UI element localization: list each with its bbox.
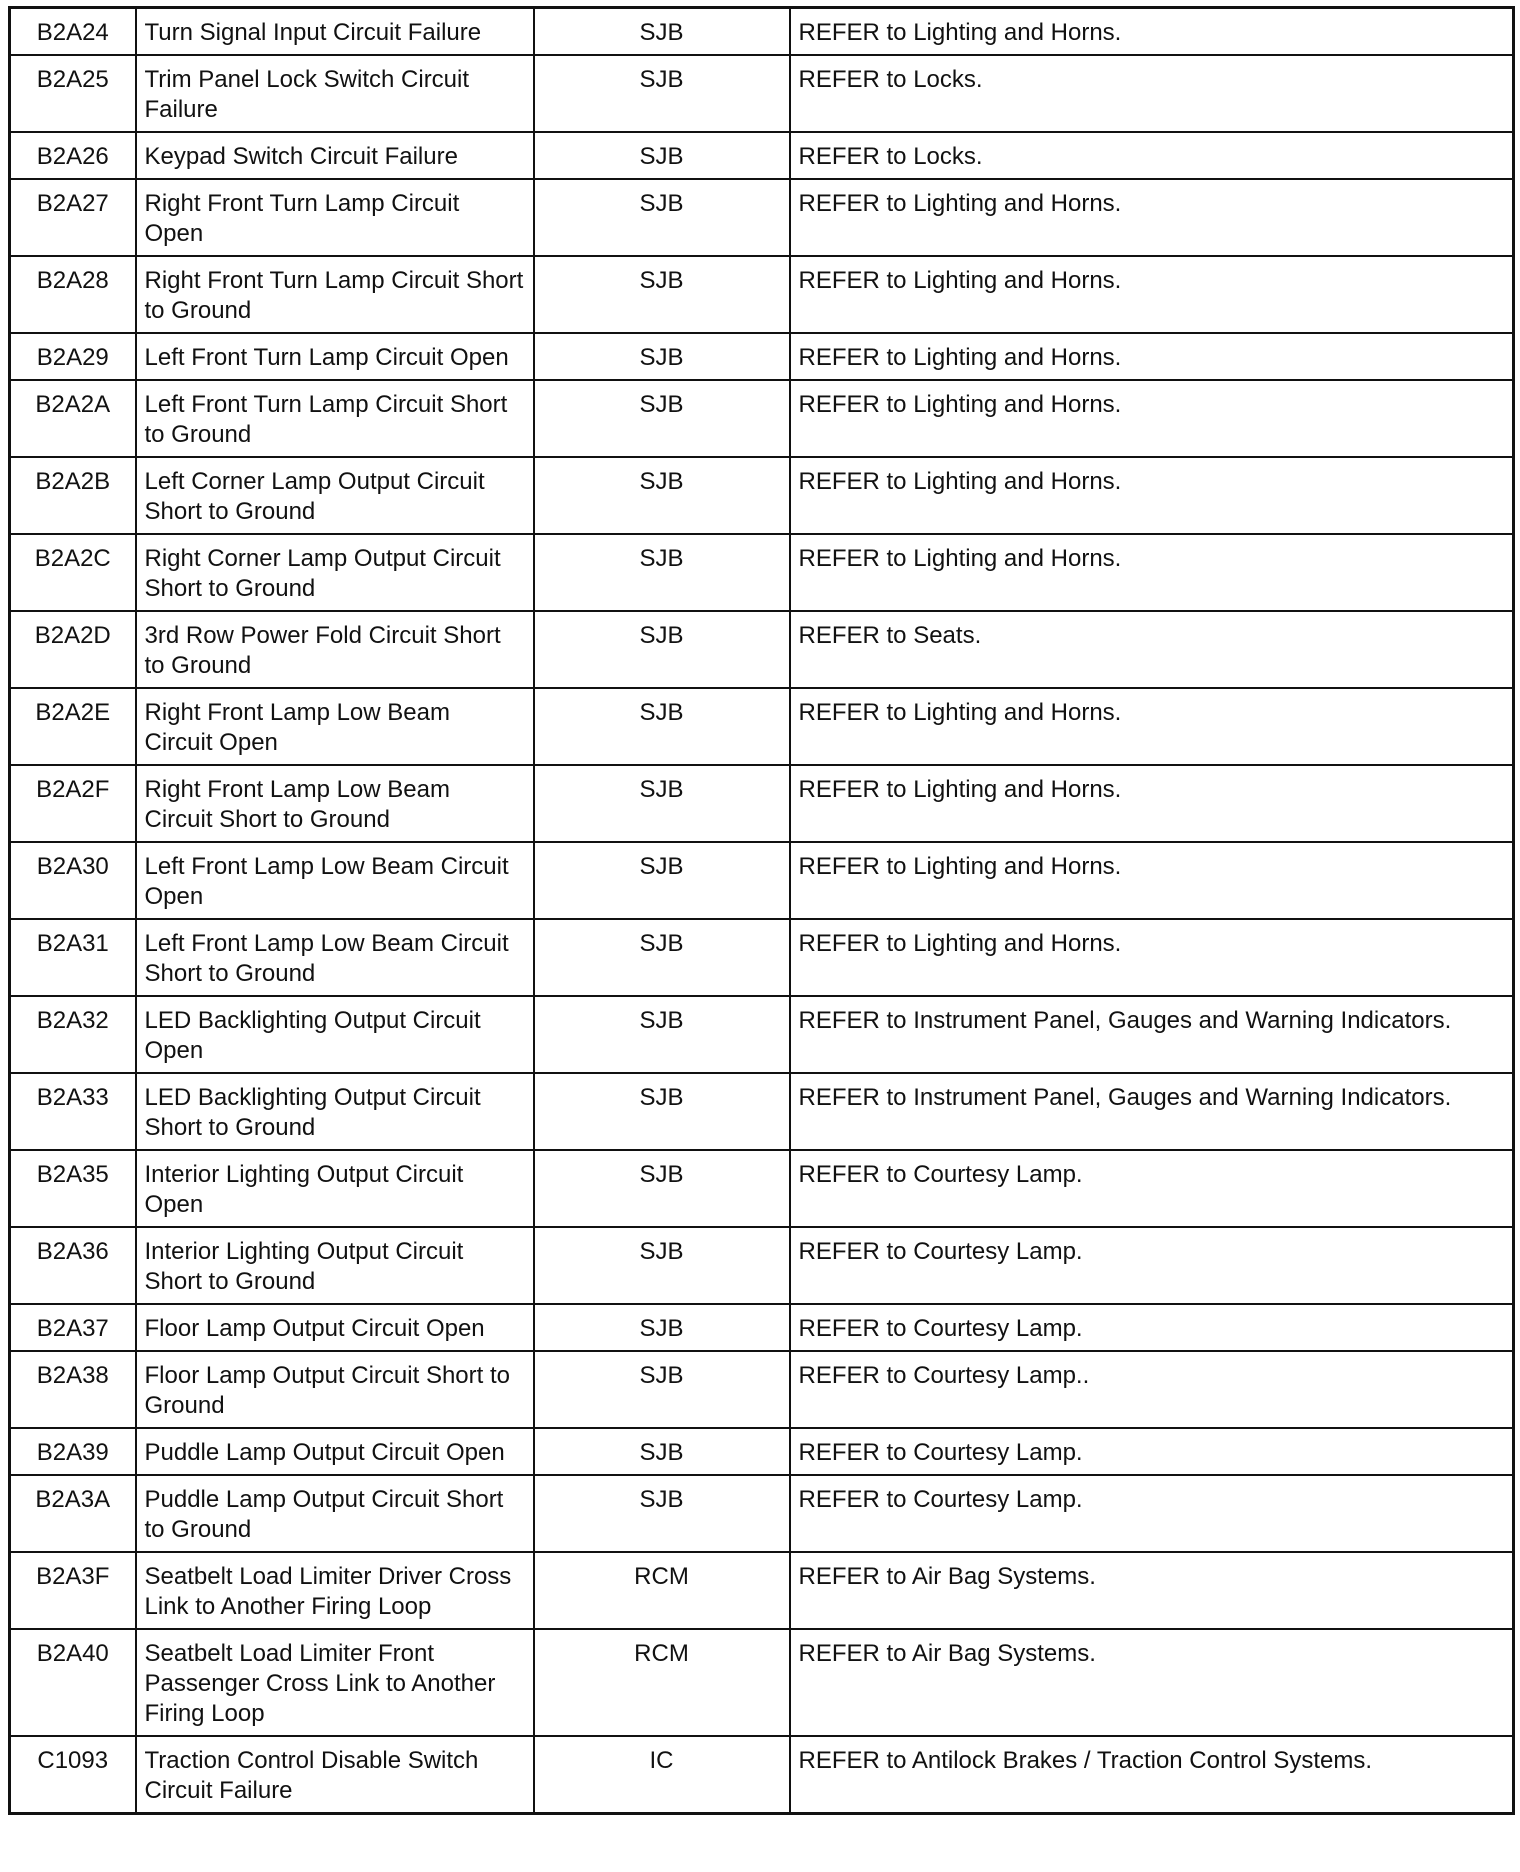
dtc-code-cell: B2A2E [10,688,136,765]
table-row [10,611,1514,688]
table-row [10,996,1514,1073]
dtc-description-cell: Left Front Lamp Low Beam Circuit Short to Ground [136,919,534,996]
dtc-code-cell: B2A37 [10,1304,136,1351]
dtc-module-cell: SJB [534,380,790,457]
dtc-action-cell: REFER to Locks. [790,132,1514,179]
dtc-action-cell: REFER to Air Bag Systems. [790,1629,1514,1736]
dtc-code-cell: B2A2A [10,380,136,457]
dtc-description-cell: Interior Lighting Output Circuit Open [136,1150,534,1227]
dtc-description-cell: Trim Panel Lock Switch Circuit Failure [136,55,534,132]
table-row [10,765,1514,842]
dtc-code-cell: B2A2B [10,457,136,534]
dtc-module-cell: IC [534,1736,790,1814]
dtc-module-cell: SJB [534,333,790,380]
dtc-action-cell: REFER to Courtesy Lamp. [790,1304,1514,1351]
dtc-code-cell: B2A3A [10,1475,136,1552]
table-row [10,1475,1514,1552]
dtc-description-cell: Traction Control Disable Switch Circuit Failure [136,1736,534,1814]
dtc-description-cell: Right Front Turn Lamp Circuit Short to Ground [136,256,534,333]
dtc-code-cell: B2A39 [10,1428,136,1475]
dtc-module-cell: SJB [534,55,790,132]
dtc-description-cell: Floor Lamp Output Circuit Short to Ground [136,1351,534,1428]
dtc-module-cell: SJB [534,457,790,534]
dtc-description-cell: Left Front Turn Lamp Circuit Short to Ground [136,380,534,457]
dtc-code-cell: B2A33 [10,1073,136,1150]
dtc-module-cell: RCM [534,1629,790,1736]
dtc-action-cell: REFER to Courtesy Lamp. [790,1150,1514,1227]
dtc-module-cell: SJB [534,1475,790,1552]
dtc-code-cell: B2A26 [10,132,136,179]
dtc-action-cell: REFER to Courtesy Lamp.. [790,1351,1514,1428]
table-row [10,457,1514,534]
dtc-action-cell: REFER to Lighting and Horns. [790,333,1514,380]
dtc-code-cell: B2A31 [10,919,136,996]
dtc-code-cell: B2A3F [10,1552,136,1629]
dtc-description-cell: Right Corner Lamp Output Circuit Short to Ground [136,534,534,611]
dtc-code-cell: B2A28 [10,256,136,333]
dtc-code-cell: B2A35 [10,1150,136,1227]
dtc-code-cell: B2A30 [10,842,136,919]
dtc-description-cell: Interior Lighting Output Circuit Short to Ground [136,1227,534,1304]
table-row [10,55,1514,132]
dtc-module-cell: SJB [534,1428,790,1475]
dtc-action-cell: REFER to Lighting and Horns. [790,457,1514,534]
dtc-description-cell: Keypad Switch Circuit Failure [136,132,534,179]
dtc-description-cell: Right Front Lamp Low Beam Circuit Short to Ground [136,765,534,842]
dtc-action-cell: REFER to Lighting and Horns. [790,842,1514,919]
dtc-action-cell: REFER to Locks. [790,55,1514,132]
dtc-module-cell: SJB [534,1304,790,1351]
dtc-description-cell: Seatbelt Load Limiter Driver Cross Link to Another Firing Loop [136,1552,534,1629]
dtc-module-cell: SJB [534,179,790,256]
table-row [10,1428,1514,1475]
dtc-code-cell: B2A32 [10,996,136,1073]
table-row [10,1629,1514,1736]
dtc-description-cell: Puddle Lamp Output Circuit Short to Ground [136,1475,534,1552]
dtc-action-cell: REFER to Antilock Brakes / Traction Control Systems. [790,1736,1514,1814]
dtc-module-cell: SJB [534,256,790,333]
dtc-module-cell: SJB [534,765,790,842]
dtc-module-cell: SJB [534,996,790,1073]
dtc-module-cell: SJB [534,611,790,688]
dtc-code-cell: B2A2D [10,611,136,688]
dtc-module-cell: SJB [534,534,790,611]
dtc-code-cell: B2A38 [10,1351,136,1428]
dtc-action-cell: REFER to Lighting and Horns. [790,256,1514,333]
dtc-module-cell: SJB [534,1150,790,1227]
table-row [10,1351,1514,1428]
dtc-description-cell: LED Backlighting Output Circuit Short to Ground [136,1073,534,1150]
dtc-description-cell: Seatbelt Load Limiter Front Passenger Cross Link to Another Firing Loop [136,1629,534,1736]
dtc-module-cell: SJB [534,8,790,56]
dtc-module-cell: SJB [534,919,790,996]
dtc-module-cell: RCM [534,1552,790,1629]
dtc-table-body [10,8,1514,1814]
table-row [10,179,1514,256]
dtc-description-cell: Floor Lamp Output Circuit Open [136,1304,534,1351]
dtc-code-cell: B2A36 [10,1227,136,1304]
table-row [10,842,1514,919]
dtc-module-cell: SJB [534,1351,790,1428]
table-row [10,919,1514,996]
table-row [10,380,1514,457]
dtc-action-cell: REFER to Lighting and Horns. [790,534,1514,611]
dtc-action-cell: REFER to Lighting and Horns. [790,765,1514,842]
table-row [10,1304,1514,1351]
dtc-code-cell: B2A29 [10,333,136,380]
dtc-action-cell: REFER to Lighting and Horns. [790,688,1514,765]
dtc-action-cell: REFER to Lighting and Horns. [790,380,1514,457]
dtc-code-cell: C1093 [10,1736,136,1814]
table-row [10,1073,1514,1150]
dtc-module-cell: SJB [534,1227,790,1304]
table-row [10,1227,1514,1304]
dtc-description-cell: Turn Signal Input Circuit Failure [136,8,534,56]
dtc-action-cell: REFER to Lighting and Horns. [790,919,1514,996]
table-row [10,1150,1514,1227]
dtc-table [8,6,1515,1815]
table-row [10,1736,1514,1814]
table-row [10,256,1514,333]
dtc-code-cell: B2A25 [10,55,136,132]
dtc-code-cell: B2A2C [10,534,136,611]
table-row [10,8,1514,56]
dtc-module-cell: SJB [534,1073,790,1150]
dtc-code-cell: B2A27 [10,179,136,256]
table-row [10,1552,1514,1629]
dtc-action-cell: REFER to Instrument Panel, Gauges and Warning Indicators. [790,996,1514,1073]
dtc-code-cell: B2A2F [10,765,136,842]
dtc-module-cell: SJB [534,842,790,919]
dtc-action-cell: REFER to Courtesy Lamp. [790,1428,1514,1475]
table-row [10,534,1514,611]
dtc-code-cell: B2A40 [10,1629,136,1736]
table-row [10,688,1514,765]
dtc-description-cell: Left Corner Lamp Output Circuit Short to Ground [136,457,534,534]
dtc-description-cell: Puddle Lamp Output Circuit Open [136,1428,534,1475]
dtc-action-cell: REFER to Air Bag Systems. [790,1552,1514,1629]
dtc-description-cell: Right Front Lamp Low Beam Circuit Open [136,688,534,765]
dtc-module-cell: SJB [534,132,790,179]
dtc-action-cell: REFER to Lighting and Horns. [790,8,1514,56]
dtc-description-cell: LED Backlighting Output Circuit Open [136,996,534,1073]
dtc-action-cell: REFER to Courtesy Lamp. [790,1227,1514,1304]
dtc-description-cell: Right Front Turn Lamp Circuit Open [136,179,534,256]
dtc-action-cell: REFER to Instrument Panel, Gauges and Warning Indicators. [790,1073,1514,1150]
dtc-description-cell: Left Front Turn Lamp Circuit Open [136,333,534,380]
dtc-action-cell: REFER to Lighting and Horns. [790,179,1514,256]
dtc-module-cell: SJB [534,688,790,765]
dtc-description-cell: Left Front Lamp Low Beam Circuit Open [136,842,534,919]
table-row [10,333,1514,380]
dtc-description-cell: 3rd Row Power Fold Circuit Short to Ground [136,611,534,688]
dtc-code-cell: B2A24 [10,8,136,56]
dtc-action-cell: REFER to Courtesy Lamp. [790,1475,1514,1552]
table-row [10,132,1514,179]
dtc-action-cell: REFER to Seats. [790,611,1514,688]
